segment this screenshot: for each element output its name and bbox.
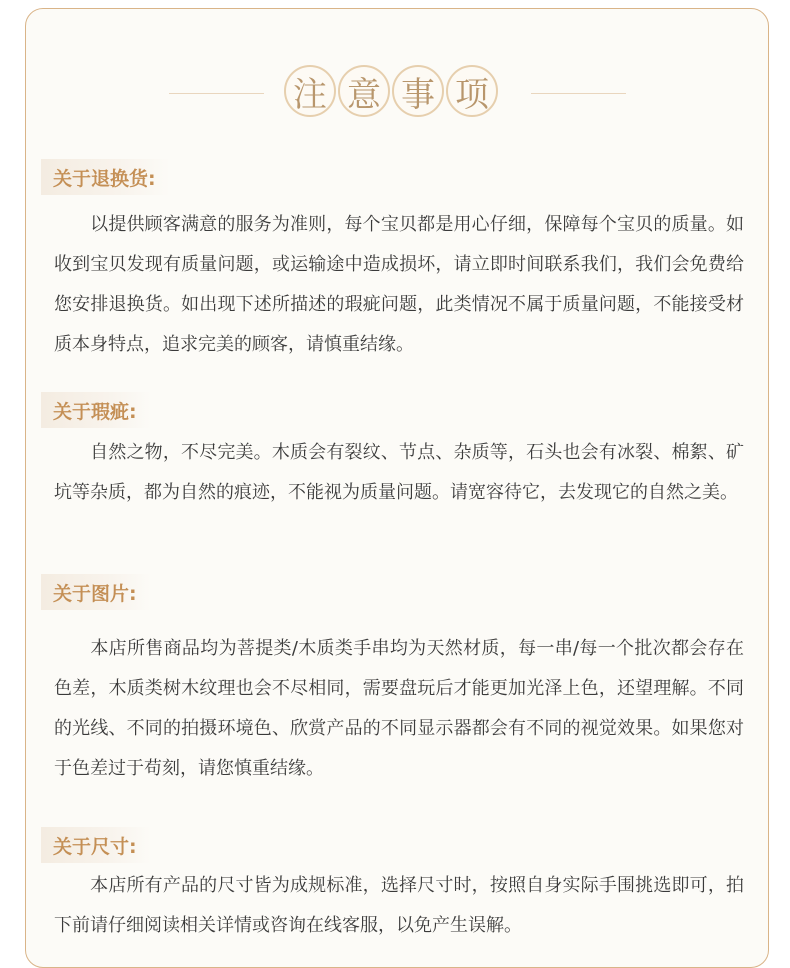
title-divider-right — [531, 93, 626, 94]
title-divider-left — [169, 93, 264, 94]
section-text-pictures-content: 本店所售商品均为菩提类/木质类手串均为天然材质，每一串/每一个批次都会存在色差，木质类树木纹理也会不尽相同，需要盘玩后才能更加光泽上色，还望理解。不同的光线、不同的拍摄环境色、欣赏产品的不同显示器都会有不同的视觉效果。如果您对于色差过于苟刻，请您慎重结缘。 — [54, 638, 744, 779]
section-text-pictures — [54, 629, 744, 789]
section-heading-sizes: 关于尺寸: — [41, 827, 151, 863]
section-heading-returns: 关于退换货: — [41, 159, 170, 195]
section-text-flaws-content: 自然之物，不尽完美。木质会有裂纹、节点、杂质等，石头也会有冰裂、棉絮、矿坑等杂质，都为自然的痕迹，不能视为质量问题。请宽容待它，去发现它的自然之美。 — [54, 442, 744, 503]
title-banner — [26, 65, 770, 123]
section-text-sizes-content: 本店所有产品的尺寸皆为成规标准，选择尺寸时，按照自身实际手围挑选即可，拍下前请仔细阅读相关详情或咨询在线客服，以免产生误解。 — [54, 875, 744, 936]
title-char: 项 — [446, 65, 498, 117]
title-char: 意 — [338, 65, 390, 117]
title-char: 注 — [284, 65, 336, 117]
section-heading-flaws: 关于瑕疵: — [41, 392, 151, 428]
section-text-sizes — [54, 866, 744, 946]
section-text-flaws — [54, 433, 744, 513]
section-text-returns-content: 以提供顾客满意的服务为准则，每个宝贝都是用心仔细，保障每个宝贝的质量。如收到宝贝发现有质量问题，或运输途中造成损坏，请立即时间联系我们，我们会免费给您安排退换货。如出现下述所描述的瑕疵问题，此类情况不属于质量问题，不能接受材质本身特点，追求完美的顾客，请慎重结缘。 — [54, 214, 744, 355]
section-text-returns — [54, 205, 744, 365]
title-char: 事 — [392, 65, 444, 117]
notice-card — [25, 8, 769, 968]
page-title — [284, 65, 500, 117]
section-heading-pictures: 关于图片: — [41, 574, 151, 610]
